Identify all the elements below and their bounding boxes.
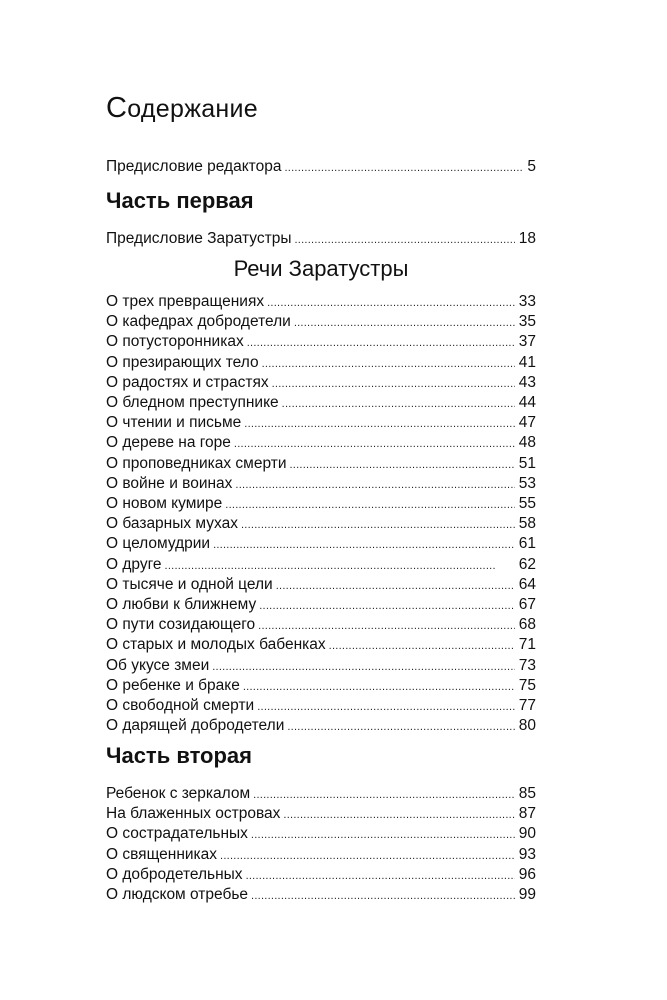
toc-entry-page: 47 — [518, 414, 536, 432]
toc-entry[interactable] — [106, 372, 536, 393]
toc-entry[interactable] — [106, 574, 536, 595]
toc-entry-title: О войне и воинах — [106, 474, 233, 492]
toc-entry[interactable] — [106, 453, 536, 474]
toc-entry-page: 41 — [518, 353, 536, 371]
toc-entry[interactable] — [106, 695, 536, 716]
toc-leader — [251, 886, 515, 907]
toc-entry-title: О новом кумире — [106, 495, 223, 512]
toc-entry[interactable] — [106, 823, 536, 844]
toc-entry-page: 67 — [518, 596, 536, 613]
toc-entry-page: 77 — [518, 697, 536, 714]
toc-entry[interactable] — [106, 412, 536, 433]
toc-entry-title: О бледном преступнике — [106, 394, 279, 411]
toc-entry[interactable] — [106, 884, 536, 905]
toc-entry[interactable] — [106, 228, 536, 249]
toc-entry[interactable] — [106, 493, 536, 514]
toc-entry-page: 33 — [518, 293, 536, 310]
toc-entry-title: О ребенке и браке — [106, 676, 240, 694]
toc-entry[interactable] — [106, 554, 536, 575]
toc-entry[interactable] — [106, 392, 536, 413]
toc-entry[interactable] — [106, 614, 536, 635]
toc-leader — [284, 158, 523, 179]
toc-entry-title: О свободной смерти — [106, 697, 255, 714]
toc-entry-page: 35 — [518, 313, 536, 331]
toc-entry-page: 53 — [518, 474, 536, 492]
toc-entry-page: 62 — [518, 555, 536, 573]
toc-entry[interactable] — [106, 156, 536, 177]
section-heading: Речи Заратустры — [233, 256, 409, 281]
toc-entry-title: Предисловие Заратустры — [106, 230, 292, 247]
toc-entry-title: Ребенок с зеркалом — [106, 785, 251, 802]
toc-entry-page: 48 — [518, 434, 536, 452]
toc-entry-title: О радостях и страстях — [106, 373, 269, 391]
toc-entry-title: Предисловие редактора — [106, 158, 282, 175]
toc-entry-page: 87 — [518, 805, 536, 823]
toc-entry-title: О кафедрах добродетели — [106, 313, 291, 331]
toc-title-initial: С — [106, 92, 128, 124]
toc-entry-page: 43 — [518, 373, 536, 391]
toc-entry[interactable] — [106, 432, 536, 453]
toc-entry-title: О проповедниках смерти — [106, 454, 287, 472]
toc-title — [106, 92, 258, 125]
toc-leader — [295, 230, 515, 251]
toc-entry-title: О презирающих тело — [106, 353, 259, 371]
part-two-heading: Часть вторая — [106, 743, 253, 768]
toc-entry-title: О добродетельных — [106, 865, 243, 883]
toc-entry-page: 44 — [518, 394, 536, 411]
toc-entry-title: О людском отребье — [106, 886, 249, 903]
toc-entry-title: О потусторонниках — [106, 333, 244, 351]
toc-entry[interactable] — [106, 311, 536, 332]
toc-entry-title: О сострадательных — [106, 825, 248, 843]
toc-entry[interactable] — [106, 715, 536, 736]
toc-entry-page: 68 — [518, 616, 536, 634]
toc-entry[interactable] — [106, 634, 536, 655]
toc-entry[interactable] — [106, 331, 536, 352]
toc-entry-title: Об укусе змеи — [106, 656, 210, 674]
toc-entry-title: О чтении и письме — [106, 414, 242, 432]
toc-entry-page: 85 — [518, 785, 536, 802]
toc-entry-page: 96 — [518, 865, 536, 883]
toc-entry-page: 71 — [518, 636, 536, 654]
toc-entry[interactable] — [106, 803, 536, 824]
toc-entry-title: О любви к ближнему — [106, 596, 257, 613]
toc-entry-page: 58 — [518, 515, 536, 533]
toc-entry[interactable] — [106, 291, 536, 312]
toc-entry-page: 5 — [527, 158, 536, 175]
toc-entry[interactable] — [106, 675, 536, 696]
toc-entry[interactable] — [106, 513, 536, 534]
toc-entry-title: О дарящей добродетели — [106, 717, 285, 735]
toc-entry-page: 64 — [518, 575, 536, 593]
toc-entry[interactable] — [106, 655, 536, 676]
toc-entry[interactable] — [106, 473, 536, 494]
toc-entry[interactable] — [106, 864, 536, 885]
toc-entry-title: О дереве на горе — [106, 434, 231, 452]
toc-entry-page: 55 — [518, 495, 536, 512]
toc-entry-title: О трех превращениях — [106, 293, 265, 310]
toc-entry-page: 99 — [518, 886, 536, 903]
toc-entry[interactable] — [106, 352, 536, 373]
toc-entry-title: О целомудрии — [106, 535, 211, 553]
toc-leader — [287, 717, 514, 738]
toc-entry-title: О друге — [106, 555, 162, 573]
toc-entry-title: О базарных мухах — [106, 515, 238, 533]
toc-entry-page: 61 — [518, 535, 536, 553]
toc-entry[interactable] — [106, 533, 536, 554]
toc-entry-page: 51 — [518, 454, 536, 472]
toc-entry-title: О пути созидающего — [106, 616, 256, 634]
toc-entry-page: 18 — [518, 230, 536, 247]
toc-entry-title: На блаженных островах — [106, 805, 281, 823]
toc-entry-page: 90 — [518, 825, 536, 843]
toc-entry[interactable] — [106, 594, 536, 615]
toc-title-rest: одержание — [127, 95, 259, 123]
part-one-heading: Часть первая — [106, 188, 254, 213]
toc-entry[interactable] — [106, 783, 536, 804]
toc-entry-page: 93 — [518, 845, 536, 863]
toc-entry-page: 75 — [518, 676, 536, 694]
toc-entry-page: 80 — [518, 717, 536, 735]
toc-entry-title: О тысяче и одной цели — [106, 575, 273, 593]
toc-entry-title: О священниках — [106, 845, 218, 863]
toc-entry-page: 73 — [518, 656, 536, 674]
toc-entry-title: О старых и молодых бабенках — [106, 636, 326, 654]
toc-entry-page: 37 — [518, 333, 536, 351]
toc-entry[interactable] — [106, 844, 536, 865]
